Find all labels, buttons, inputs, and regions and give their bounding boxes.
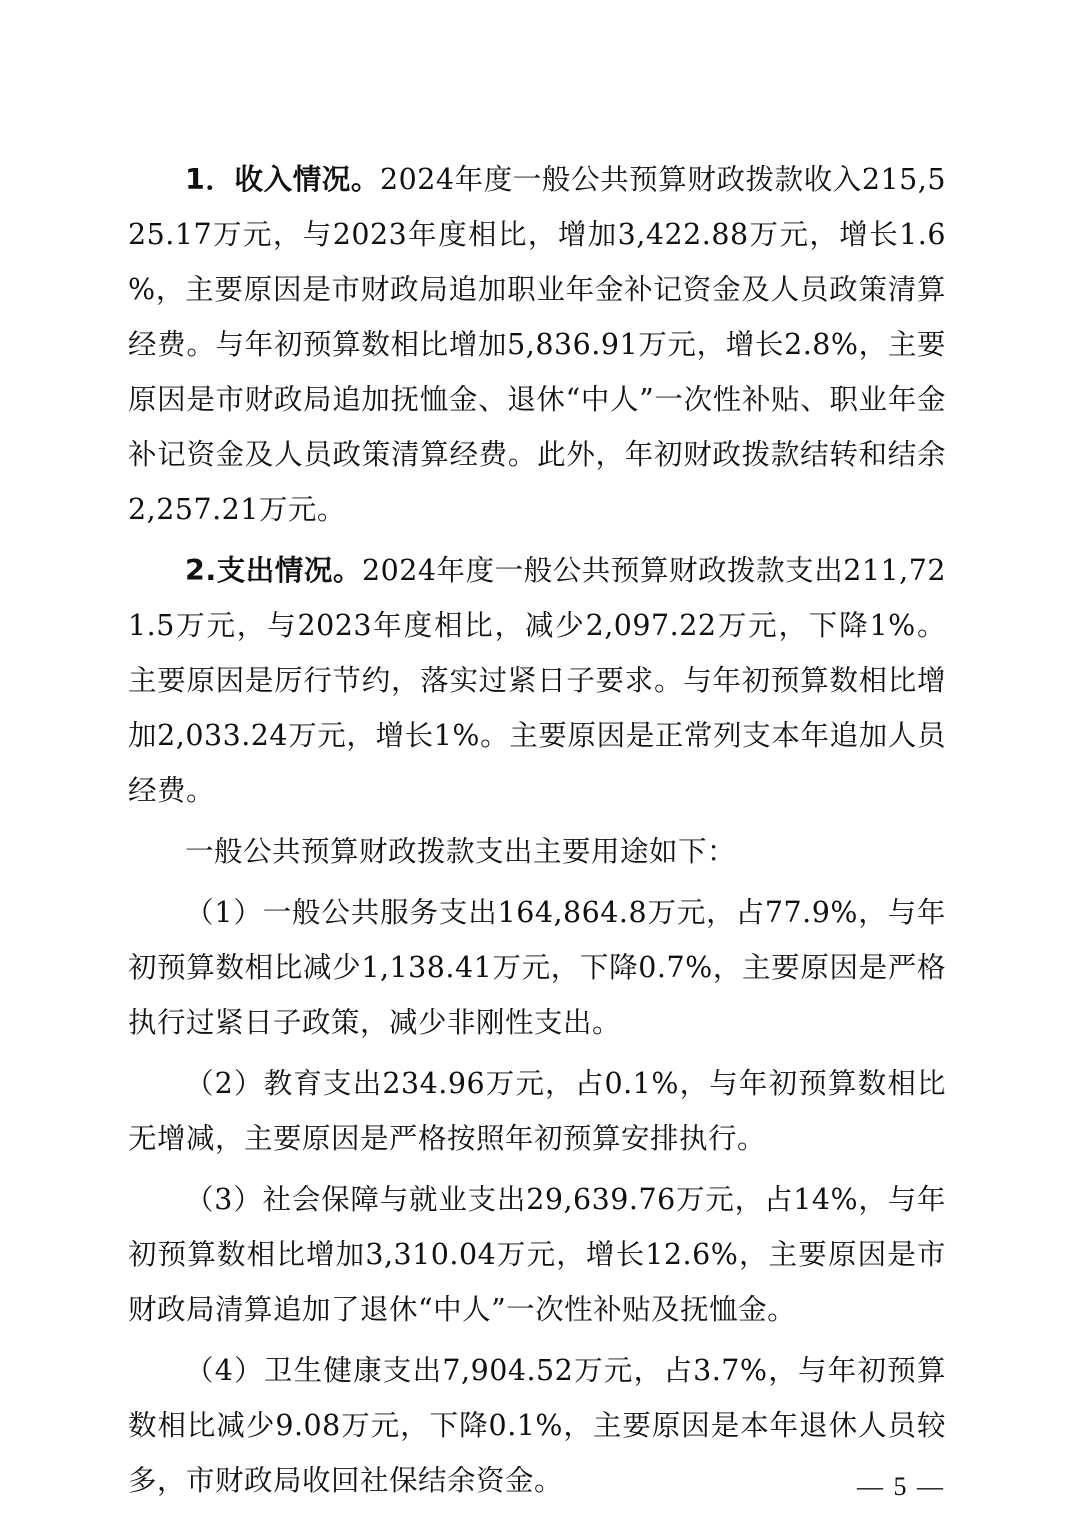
paragraph-expenditure <box>128 543 946 818</box>
document-body <box>128 152 946 1514</box>
paragraph-item-4 <box>128 1343 946 1508</box>
text-uses-intro: 一般公共预算财政拨款支出主要用途如下： <box>185 835 737 868</box>
text-item-2: （2）教育支出234.96万元，占0.1%，与年初预算数相比无增减，主要原因是严格按照年初预算安排执行。 <box>128 1067 946 1155</box>
page-number: — 5 — <box>857 1472 945 1501</box>
paragraph-income <box>128 152 946 537</box>
text-expenditure: 2024年度一般公共预算财政拨款支出211,721.5万元，与2023年度相比，减少2,097.22万元，下降1%。主要原因是厉行节约，落实过紧日子要求。与年初预算数相比增加2,033.24万元，增长1%。主要原因是正常列支本年追加人员经费。 <box>128 554 946 807</box>
text-income: 2024年度一般公共预算财政拨款收入215,525.17万元，与2023年度相比，增加3,422.88万元，增长1.6%，主要原因是市财政局追加职业年金补记资金及人员政策清算经费。与年初预算数相比增加5,836.91万元，增长2.8%，主要原因是市财政局追加抚恤金、退休“中人”一次性补贴、职业年金补记资金及人员政策清算经费。此外，年初财政拨款结转和结余2,257.21万元。 <box>128 163 946 526</box>
paragraph-item-3 <box>128 1172 946 1337</box>
paragraph-item-2 <box>128 1056 946 1166</box>
heading-expenditure: 2.支出情况。 <box>185 554 362 587</box>
text-item-3: （3）社会保障与就业支出29,639.76万元，占14%，与年初预算数相比增加3,310.04万元，增长12.6%，主要原因是市财政局清算追加了退休“中人”一次性补贴及抚恤金。 <box>128 1183 946 1326</box>
text-item-4: （4）卫生健康支出7,904.52万元，占3.7%，与年初预算数相比减少9.08万元，下降0.1%，主要原因是本年退休人员较多，市财政局收回社保结余资金。 <box>128 1354 946 1497</box>
paragraph-item-1 <box>128 885 946 1050</box>
text-item-1: （1）一般公共服务支出164,864.8万元，占77.9%，与年初预算数相比减少1,138.41万元，下降0.7%，主要原因是严格执行过紧日子政策，减少非刚性支出。 <box>128 896 946 1039</box>
paragraph-uses-intro <box>128 824 946 879</box>
heading-income: 1．收入情况。 <box>185 163 380 196</box>
